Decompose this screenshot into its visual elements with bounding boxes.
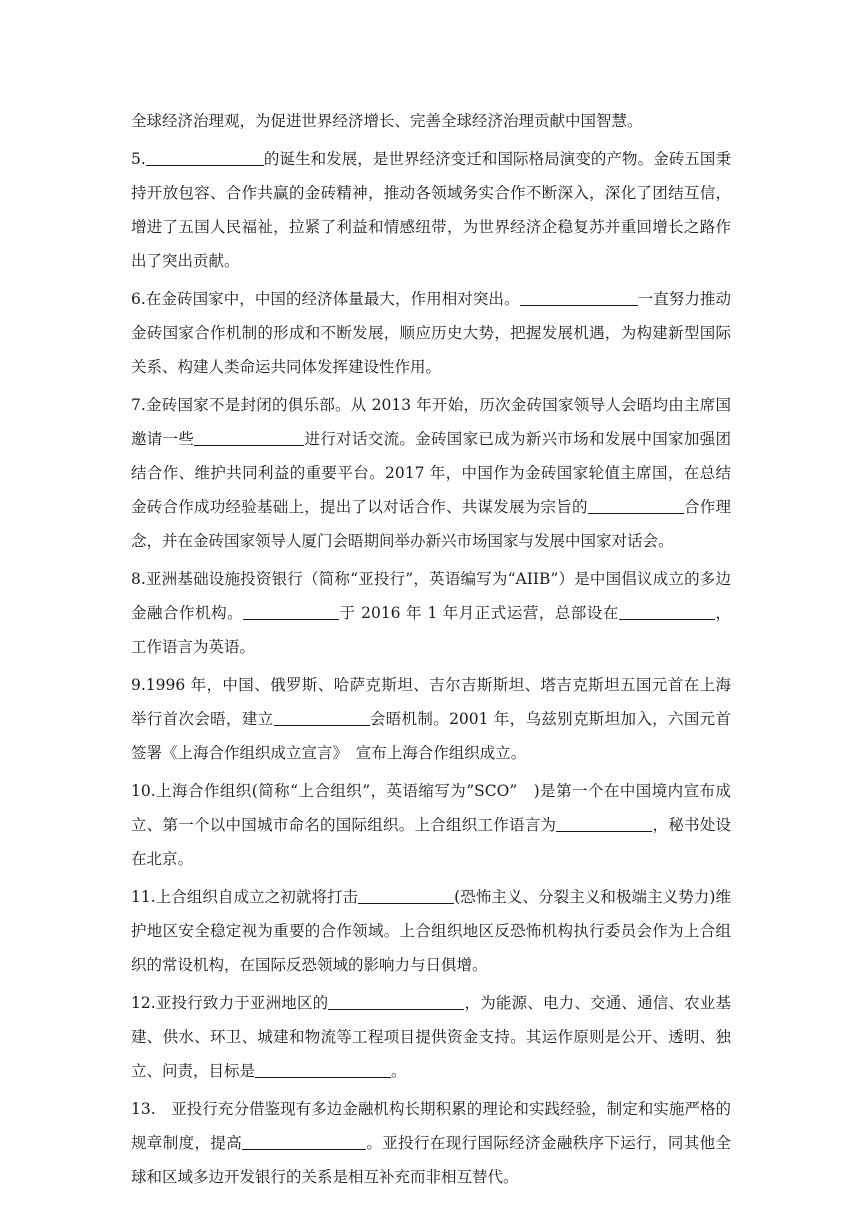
- question-item: [131, 388, 731, 558]
- question-text: 会晤机制。2001 年，乌兹别克斯坦加入，六国元首签署《上海合作组织成立宣言》 宣布上海合作组织成立。: [131, 710, 731, 762]
- question-text: 一直努力推动金砖国家合作机制的形成和不断发展，顺应历史大势，把握发展机遇，为构建新型国际关系、构建人类命运共同体发挥建设性作用。: [131, 290, 731, 376]
- question-item: [131, 774, 731, 876]
- answer-blank: [358, 887, 454, 904]
- question-item: [131, 562, 731, 664]
- answer-blank: [194, 429, 304, 446]
- question-text: 6.在金砖国家中，中国的经济体量最大，作用相对突出。: [131, 290, 520, 308]
- question-list: [131, 104, 731, 1198]
- answer-blank: [274, 709, 370, 726]
- question-text: 13. 亚投行充分借鉴现有多边金融机构长期积累的理论和实践经验，制定和实施严格的规章制度，提高: [131, 1100, 731, 1152]
- answer-blank: [243, 603, 339, 620]
- question-text: 的诞生和发展，是世界经济变迁和国际格局演变的产物。金砖五国秉持开放包容、合作共赢的金砖精神，推动各领域务实合作不断深入，深化了团结互信，增进了五国人民福祉，拉紧了利益和情感纽带，为世界经济企稳复苏并重回增长之路作出了突出贡献。: [131, 150, 731, 270]
- answer-blank: [588, 497, 684, 514]
- answer-blank: [255, 1061, 391, 1078]
- question-text: 进行对话交流。金砖国家已成为新兴市场和发展中国家加强团结合作、维护共同利益的重要平台。2017 年，中国作为金砖国家轮值主席国，在总结金砖合作成功经验基础上，提出了以对话合作、共谋发展为宗旨的: [131, 430, 731, 516]
- question-item: [131, 880, 731, 982]
- question-text: ，秘书处设在北京。: [131, 816, 731, 868]
- question-item: [131, 104, 731, 138]
- question-text: ，工作语言为英语。: [131, 604, 731, 656]
- question-item: [131, 668, 731, 770]
- question-item: [131, 282, 731, 384]
- answer-blank: [328, 993, 464, 1010]
- answer-blank: [146, 149, 264, 166]
- answer-blank: [556, 815, 652, 832]
- question-text: 11.上合组织自成立之初就将打击: [131, 888, 359, 906]
- question-text: 5.: [131, 150, 146, 168]
- question-text: 。亚投行在现行国际经济金融秩序下运行，同其他全球和区域多边开发银行的关系是相互补充而非相互替代。: [131, 1134, 731, 1186]
- answer-blank: [520, 289, 638, 306]
- answer-blank: [619, 603, 715, 620]
- question-text: 10.上海合作组织(简称“上合组织”，英语缩写为”SCO” )是第一个在中国境内宣布成立、第一个以中国城市命名的国际组织。上合组织工作语言为: [131, 782, 731, 834]
- question-text: 合作理念，并在金砖国家领导人厦门会晤期间举办新兴市场国家与发展中国家对话会。: [131, 498, 731, 550]
- question-item: [131, 142, 731, 278]
- question-text: 8.亚洲基础设施投资银行（简称“亚投行”，英语编写为“AIIB”）是中国倡议成立的多边金融合作机构。: [131, 570, 731, 622]
- question-item: [131, 1092, 731, 1194]
- question-text: 12.亚投行致力于亚洲地区的: [131, 994, 329, 1012]
- question-text: (恐怖主义、分裂主义和极端主义势力)维护地区安全稳定视为重要的合作领域。上合组织地区反恐怖机构执行委员会作为上合组织的常设机构，在国际反恐领域的影响力与日俱增。: [131, 888, 731, 974]
- question-text: 。: [391, 1062, 407, 1080]
- answer-blank: [242, 1133, 366, 1150]
- question-text: ，为能源、电力、交通、通信、农业基建、供水、环卫、城建和物流等工程项目提供资金支持。其运作原则是公开、透明、独立、问责，目标是: [131, 994, 731, 1080]
- question-text: 7.金砖国家不是封闭的俱乐部。从 2013 年开始，历次金砖国家领导人会晤均由主席国邀请一些: [131, 396, 731, 448]
- question-text: 9.1996 年，中国、俄罗斯、哈萨克斯坦、吉尔吉斯斯坦、塔吉克斯坦五国元首在上海举行首次会晤，建立: [131, 676, 731, 728]
- question-text: 于 2016 年 1 年月正式运营，总部设在: [339, 604, 619, 622]
- question-item: [131, 986, 731, 1088]
- question-text: 全球经济治理观，为促进世界经济增长、完善全球经济治理贡献中国智慧。: [131, 112, 643, 130]
